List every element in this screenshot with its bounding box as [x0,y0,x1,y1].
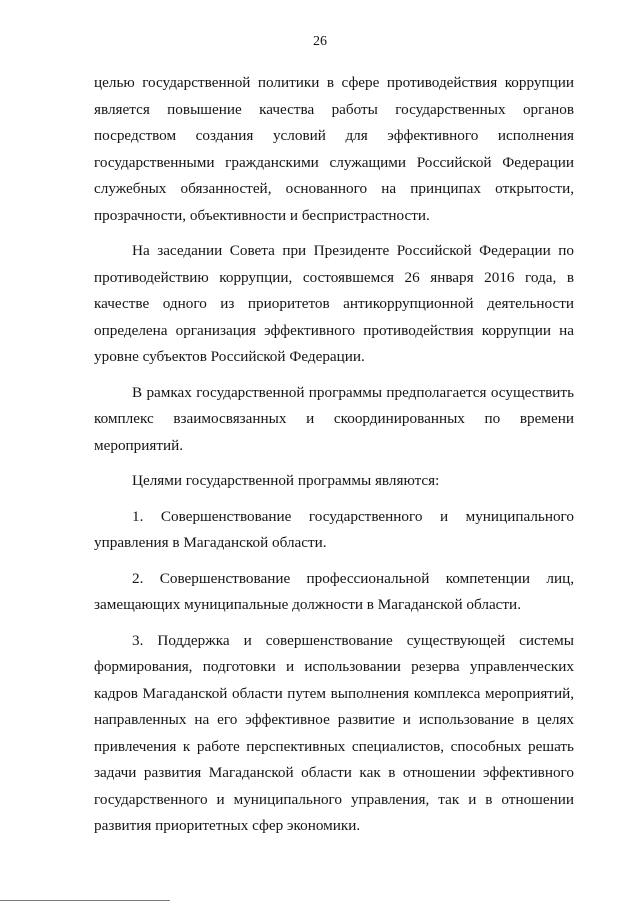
text-line: качестве одного из приоритетов антикоррупционной деятельности [94,295,574,312]
paragraph-policy-goal [94,70,574,229]
paragraph-program-measures [94,380,574,460]
text-line: прозрачности, объективности и беспристрастности. [94,206,430,224]
text-line: комплекс взаимосвязанных и скоординированных по времени [94,410,574,427]
text-line: формирования, подготовки и использовании резерва управленческих [94,658,574,675]
paragraph-council-meeting [94,238,574,371]
text-line: противодействию коррупции, состоявшемся 26 января 2016 года, в [94,268,574,286]
paragraph-program-goals-heading [94,468,574,495]
text-line: уровне субъектов Российской Федерации. [94,348,365,365]
text-line: является повышение качества работы государственных органов [94,100,574,118]
list-item-goal-2 [94,566,574,619]
text-line: развития приоритетных сфер экономики. [94,817,361,834]
list-item-goal-3 [94,628,574,840]
text-line: привлечения к работе перспективных специалистов, способных решать [94,737,574,755]
text-line: посредством создания условий для эффективного исполнения [94,127,574,144]
text-line: На заседании Совета при Президенте Российской Федерации по [132,242,574,259]
text-line: определена организация эффективного противодействия коррупции на [94,321,574,339]
bottom-divider [0,900,170,901]
text-line: Целями государственной программы являются: [132,472,440,489]
text-line: кадров Магаданской области путем выполнения комплекса мероприятий, [94,684,574,702]
text-line: направленных на его эффективное развитие и использование в целях [94,711,574,728]
text-line: мероприятий. [94,436,184,454]
text-line: замещающих муниципальные должности в Магаданской области. [94,596,521,613]
text-line: 2. Совершенствование профессиональной компетенции лиц, [132,569,574,587]
list-item-goal-1 [94,504,574,557]
text-line: целью государственной политики в сфере противодействия коррупции [94,74,574,91]
text-line: 3. Поддержка и совершенствование существующей системы [132,631,574,649]
page-number: 26 [313,34,327,49]
text-line: 1. Совершенствование государственного и муниципального [132,507,574,525]
text-line: государственными гражданскими служащими Российской Федерации [94,153,574,171]
text-line: задачи развития Магаданской области как в отношении эффективного [94,764,574,781]
body-text [94,70,574,849]
text-line: государственного и муниципального управления, так и в отношении [94,790,574,808]
text-line: служебных обязанностей, основанного на принципах открытости, [94,180,574,197]
text-line: управления в Магаданской области. [94,534,327,551]
text-line: В рамках государственной программы предполагается осуществить [132,383,574,401]
